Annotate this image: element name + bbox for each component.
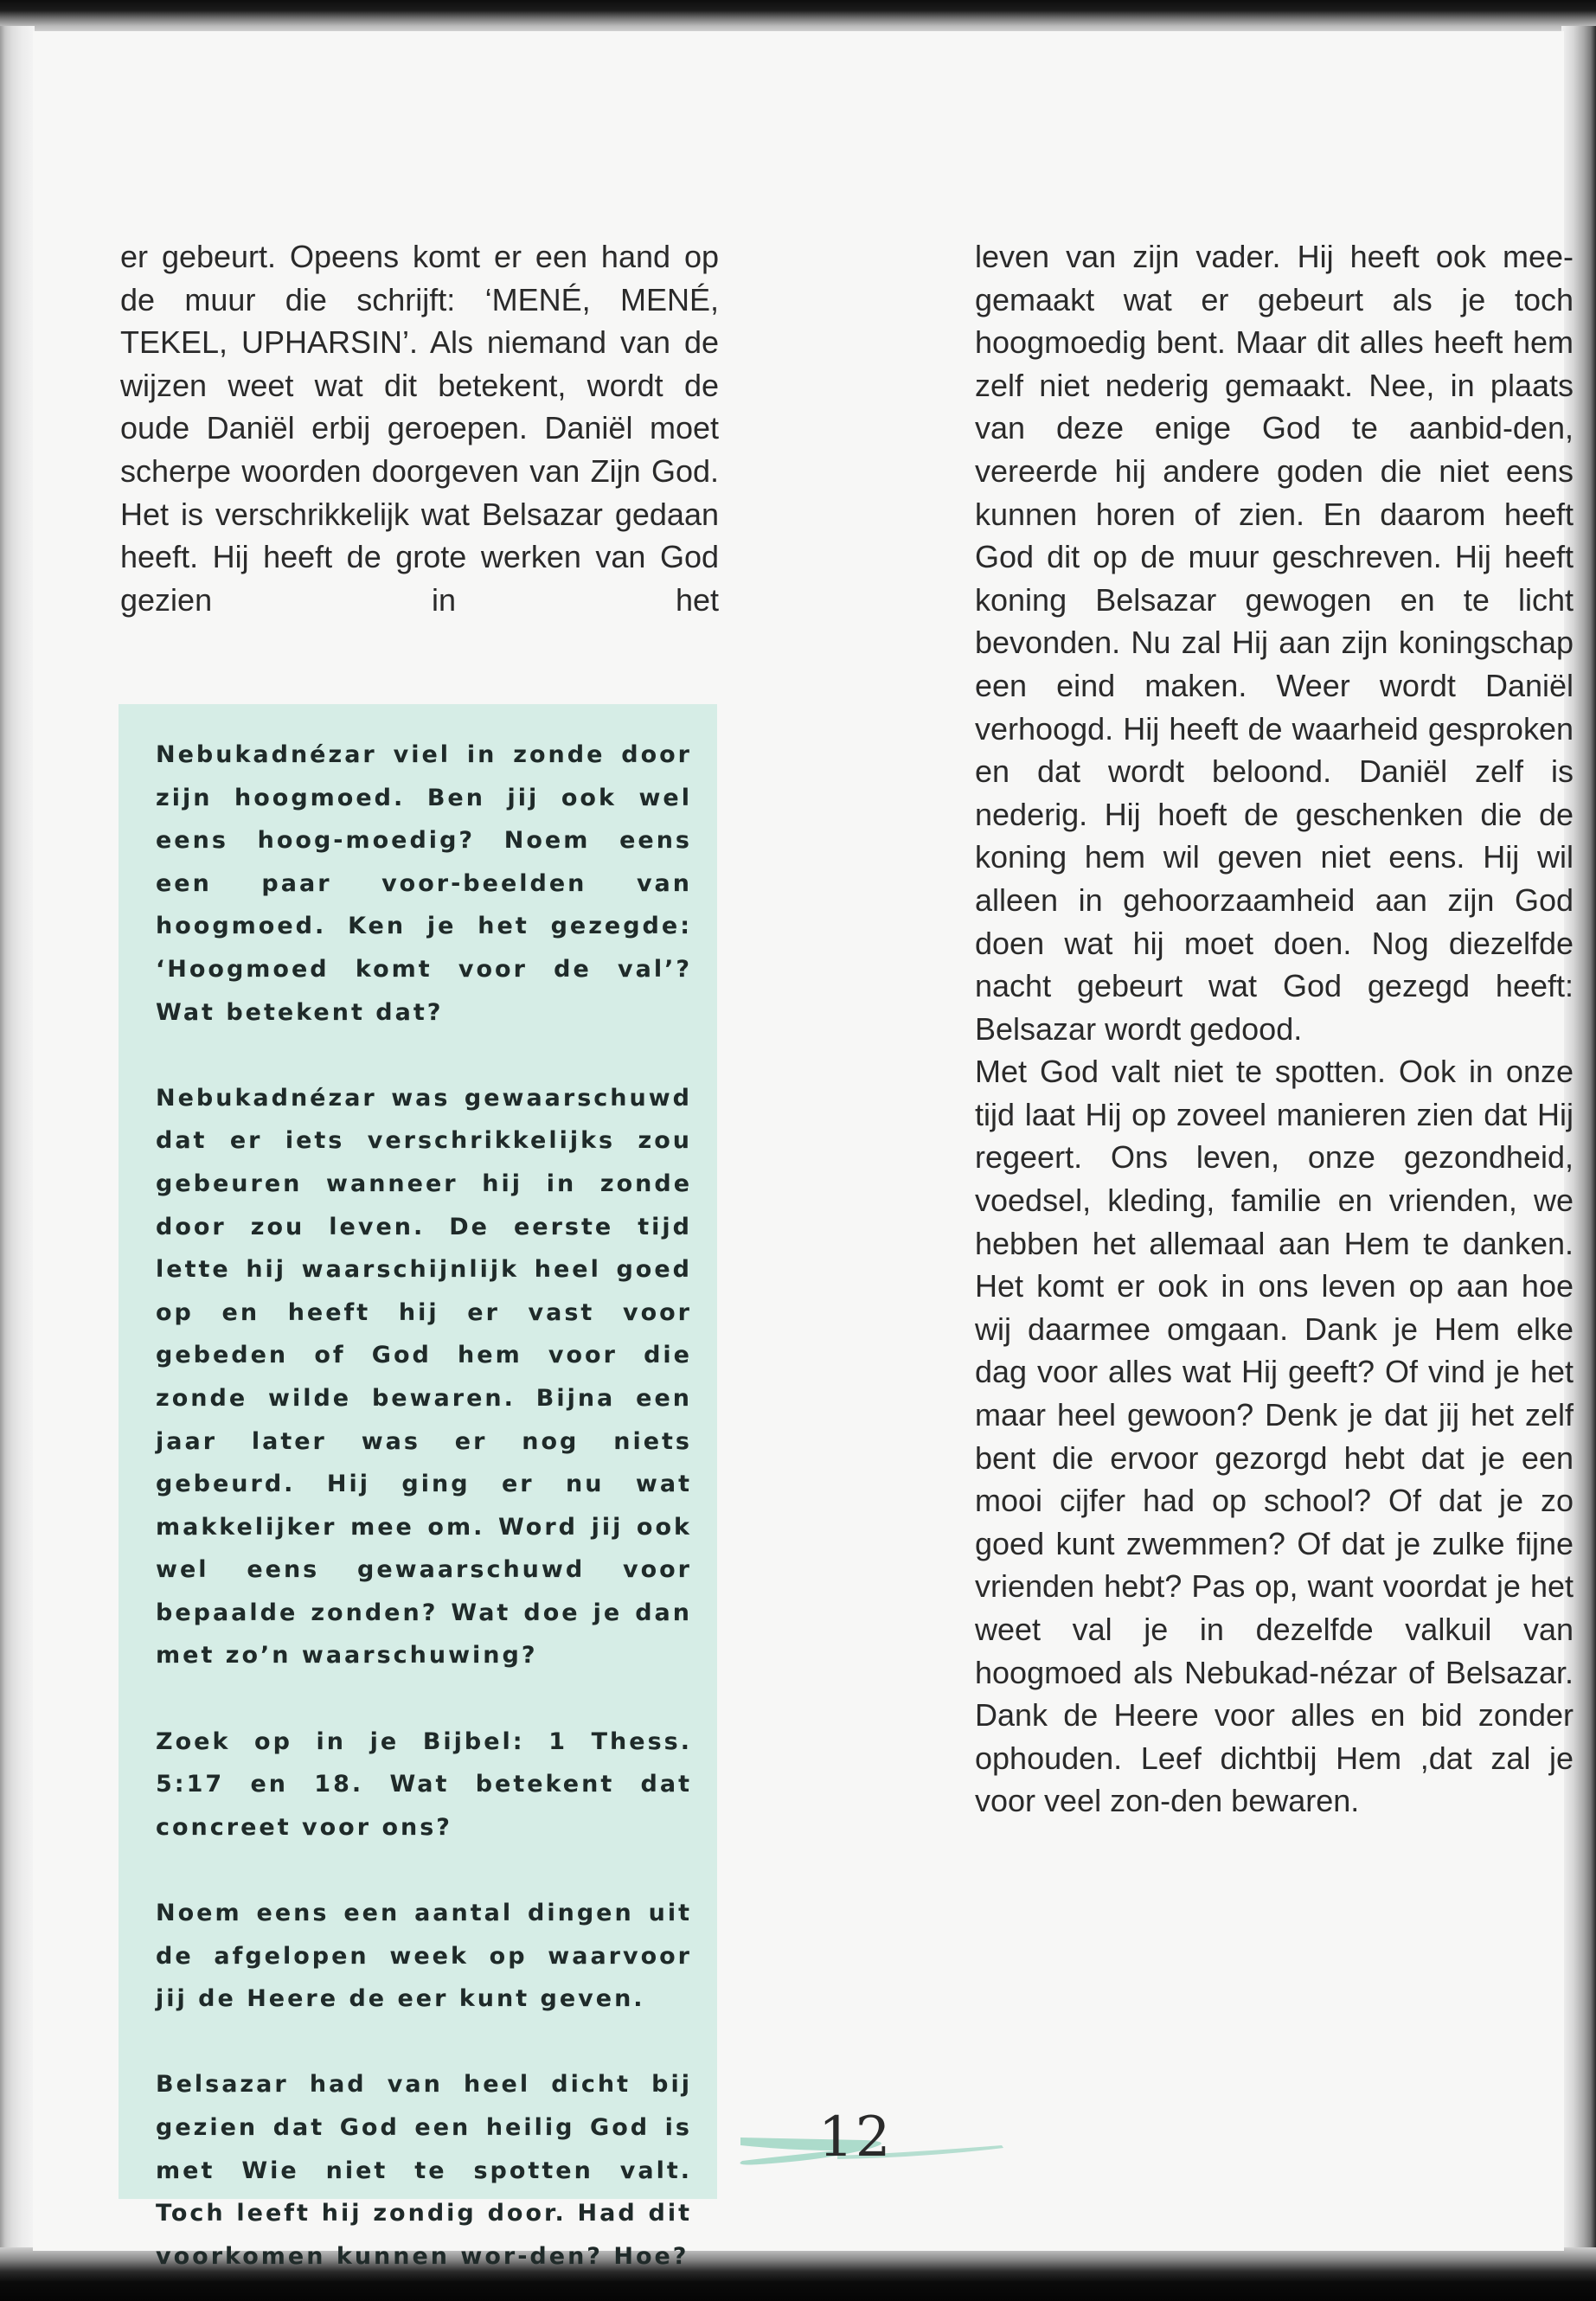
- right-paragraph-2: Met God valt niet te spotten. Ook in onze tijd laat Hij op zoveel manieren zien dat Hij regeert. Ons leven, onze gezondheid, voedsel, kleding, familie en vrienden, we hebben het allemaal aan Hem te danken. Het komt er ook in ons leven op aan hoe wij daarmee omgaan. Dank je Hem elke dag voor alles wat Hij geeft? Of vind je het maar heel gewoon? Denk je dat jij het zelf bent die ervoor gezorgd hebt dat je een mooi cijfer had op school? Of dat je zo goed kunt zwemmen? Of dat je zulke fijne vrienden hebt? Pas op, want voordat je het weet val je in dezelfde valkuil van hoogmoed als Nebukad-nézar of Belsazar. Dank de Heere voor alles en bid zonder ophouden. Leef dichtbij Hem ,dat zal je voor veel zon-den bewaren.: [975, 1054, 1574, 1819]
- left-column-text: er gebeurt. Opeens komt er een hand op de muur die schrijft: ‘MENÉ, MENÉ, TEKEL, UPHARSIN’. Als niemand van de wijzen weet wat dit betekent, wordt de oude Daniël erbij geroepen. Daniël moet scherpe woorden doorgeven van Zijn God. Het is verschrikkelijk wat Belsazar gedaan heeft. Hij heeft de grote werken van God gezien in het: [120, 239, 719, 618]
- page-number-block: [708, 2090, 1019, 2185]
- scan-edge-left: [0, 26, 35, 2258]
- page-number: 12: [818, 2106, 893, 2170]
- question-paragraph-bijbel: Zoek op in je Bijbel: 1 Thess. 5:17 en 18. Wat betekent dat concreet voor ons?: [156, 1727, 692, 1841]
- question-paragraph-waarschuwing: Nebukadnézar was gewaarschuwd dat er iets verschrikkelijks zou gebeuren wanneer hij in zonde door zou leven. De eerste tijd lette hij waarschijnlijk heel goed op en heeft hij er vast voor gebeden of God hem voor die zonde wilde bewaren. Bijna een jaar later was er nog niets gebeurd. Hij ging er nu wat makkelijker mee om. Word jij ook wel eens gewaarschuwd voor bepaalde zonden? Wat doe je dan met zo’n waarschuwing?: [156, 1084, 692, 1670]
- question-paragraph-belsazar: Belsazar had van heel dicht bij gezien dat God een heilig God is met Wie niet te spotten valt. Toch leeft hij zondig door. Had dit voorkomen kunnen wor-den? Hoe?: [156, 2071, 692, 2270]
- question-paragraph-hoogmoed: Nebukadnézar viel in zonde door zijn hoogmoed. Ben jij ook wel eens hoog-moedig? Noem eens een paar voor-beelden van hoogmoed. Ken je het gezegde: ‘Hoogmoed komt voor de val’? Wat betekent dat?: [156, 741, 692, 1026]
- right-paragraph-1: leven van zijn vader. Hij heeft ook mee-gemaakt wat er gebeurt als je toch hoogmoedig bent. Maar dit alles heeft hem zelf niet nederig gemaakt. Nee, in plaats van deze enige God te aanbid-den, vereerde hij andere goden die niet eens kunnen horen of zien. En daarom heeft God dit op de muur geschreven. Hij heeft koning Belsazar gewogen en te licht bevonden. Nu zal Hij aan zijn koningschap een eind maken. Weer wordt Daniël verhoogd. Hij heeft de waarheid gesproken en dat wordt beloond. Daniël zelf is nederig. Hij hoeft de geschenken die de koning hem wil geven niet eens. Hij wil alleen in gehoorzaamheid aan zijn God doen wat hij moet doen. Nog diezelfde nacht gebeurt wat God gezegd heeft: Belsazar wordt gedood.: [975, 239, 1574, 1047]
- book-page: [33, 31, 1574, 2270]
- question-box-content: [156, 734, 692, 2278]
- question-paragraph-eer: Noem eens een aantal dingen uit de afgelopen week op waarvoor jij de Heere de eer kunt geven.: [156, 1900, 692, 2013]
- right-column-text: [975, 235, 1574, 1823]
- question-box: [119, 704, 717, 2270]
- scan-edge-top: [0, 0, 1596, 33]
